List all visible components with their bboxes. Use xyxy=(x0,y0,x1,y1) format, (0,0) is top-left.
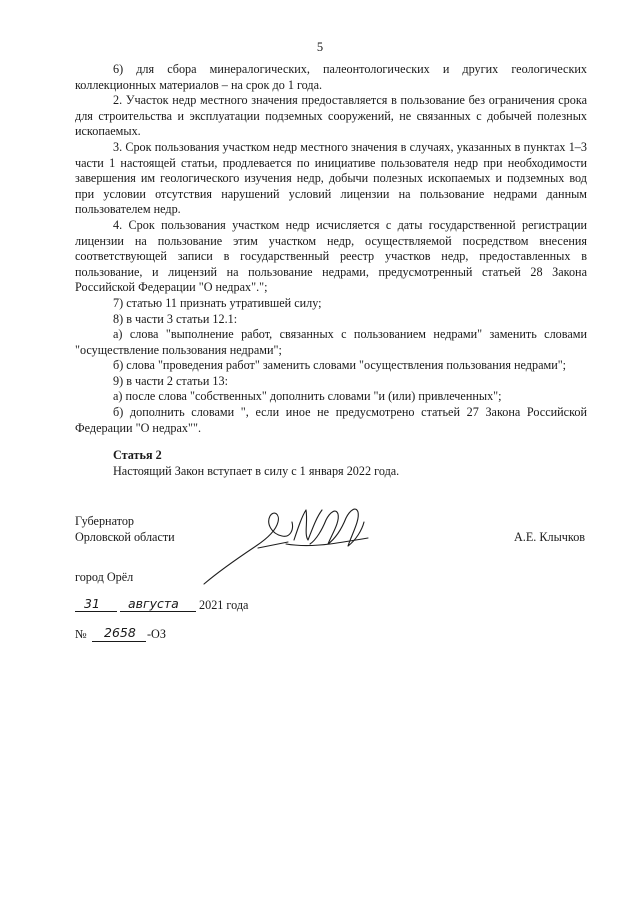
date-month-line xyxy=(120,611,196,612)
paragraph: б) слова "проведения работ" заменить словами "осуществления пользования недрами"; xyxy=(113,358,567,373)
paragraph: 4. Срок пользования участком недр исчисляется с даты государственной регистрации лицензии на пользование этим участком недр, осуществляемой посредством внесения соответствующей записи в государственный реестр участков недр, предоставленных в пользование, и лицензий на пользование недрами, предусмотренный статьей 28 Закона Российской Федерации "О недрах"."; xyxy=(75,217,587,295)
city: город Орёл xyxy=(75,570,134,584)
date-day-line xyxy=(75,611,117,612)
article-2 xyxy=(75,448,587,479)
paragraph: а) после слова "собственных" дополнить словами "и (или) привлеченных"; xyxy=(113,389,502,404)
law-number-value: 2658 xyxy=(104,625,136,640)
paragraph: 7) статью 11 признать утратившей силу; xyxy=(113,295,322,310)
paragraph: 3. Срок пользования участком недр местного значения в случаях, указанных в пунктах 1–3 части 1 настоящей статьи, продлевается по инициативе пользователя недр при необходимости завершения им геологического изучения недр, добычи полезных ископаемых и подземных вод при условии отсутствия нарушений условий лицензии на пользование недрами данным пользователем недр. xyxy=(75,139,587,217)
article-heading: Статья 2 xyxy=(113,448,162,462)
law-number-suffix: -ОЗ xyxy=(147,627,166,641)
law-number-prefix: № xyxy=(75,627,87,641)
signatory-name: А.Е. Клычков xyxy=(514,530,586,544)
signatory-region: Орловской области xyxy=(75,530,175,544)
document-body xyxy=(75,62,587,436)
date-month: августа xyxy=(128,596,179,611)
paragraph: б) дополнить словами ", если иное не предусмотрено статьей 27 Закона Российской Федерации "О недрах"". xyxy=(75,405,587,435)
article-text: Настоящий Закон вступает в силу с 1 января 2022 года. xyxy=(113,463,400,478)
paragraph: 9) в части 2 статьи 13: xyxy=(113,373,228,388)
date-year: 2021 года xyxy=(199,598,249,612)
handwritten-signature xyxy=(198,500,376,590)
date-day: 31 xyxy=(84,596,100,611)
paragraph: 2. Участок недр местного значения предоставляется в пользование без ограничения срока для строительства и эксплуатации подземных сооружений, не связанных с добычей полезных ископаемых. xyxy=(75,93,587,139)
signatory-title: Губернатор xyxy=(75,514,135,528)
paragraph: 6) для сбора минералогических, палеонтологических и других геологических коллекционных материалов – на срок до 1 года. xyxy=(75,62,587,92)
paragraph: 8) в части 3 статьи 12.1: xyxy=(113,311,238,326)
law-number-line xyxy=(92,641,146,642)
page-number: 5 xyxy=(316,40,324,54)
paragraph: а) слова "выполнение работ, связанных с пользованием недрами" заменить словами "осуществление пользования недрами"; xyxy=(75,327,587,357)
